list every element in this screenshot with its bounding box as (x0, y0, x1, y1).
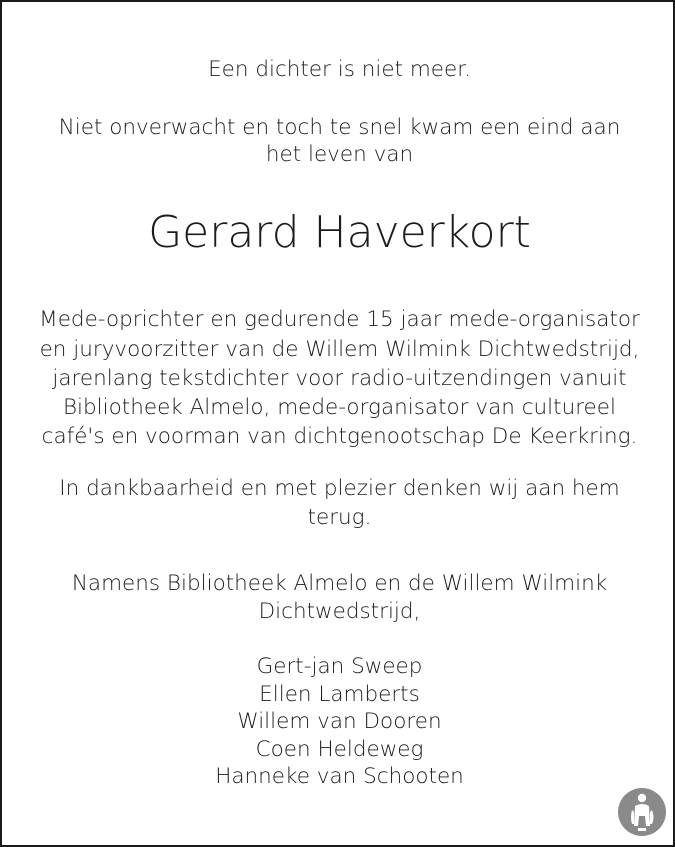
on-behalf-line-1: Namens Bibliotheek Almelo en de Willem Wilmink (71, 571, 608, 596)
signatory-5: Hanneke van Schooten (215, 764, 464, 789)
opening-line: Een dichter is niet meer. (208, 57, 471, 82)
signatory-4: Coen Heldeweg (255, 737, 424, 762)
tribute-line-4: Bibliotheek Almelo, mede-organisator van cultureel (62, 395, 616, 420)
tribute-line-5: café's en voorman van dichtgenootschap De Keerkring. (41, 424, 638, 449)
announcement-line-2: het leven van (265, 142, 414, 167)
signatory-3: Willem van Dooren (237, 709, 442, 734)
on-behalf-line-2: Dichtwedstrijd, (258, 599, 421, 624)
announcement-line-1: Niet onverwacht en toch te snel kwam een eind aan (58, 115, 621, 140)
signatory-2: Ellen Lamberts (259, 682, 420, 707)
signatory-1: Gert-jan Sweep (256, 654, 423, 679)
tribute-line-2: en juryvoorzitter van de Willem Wilmink Dichtwedstrijd, (39, 337, 640, 362)
tribute-line-3: jarenlang tekstdichter voor radio-uitzendingen vanuit (52, 366, 627, 391)
tribute-line-1: Mede-oprichter en gedurende 15 jaar mede-organisator (39, 307, 640, 332)
deceased-name: Gerard Haverkort (148, 207, 531, 258)
gratitude-line-2: terug. (307, 505, 372, 530)
memorial-figure-icon (618, 788, 666, 836)
gratitude-line-1: In dankbaarheid en met plezier denken wij aan hem (59, 476, 620, 501)
